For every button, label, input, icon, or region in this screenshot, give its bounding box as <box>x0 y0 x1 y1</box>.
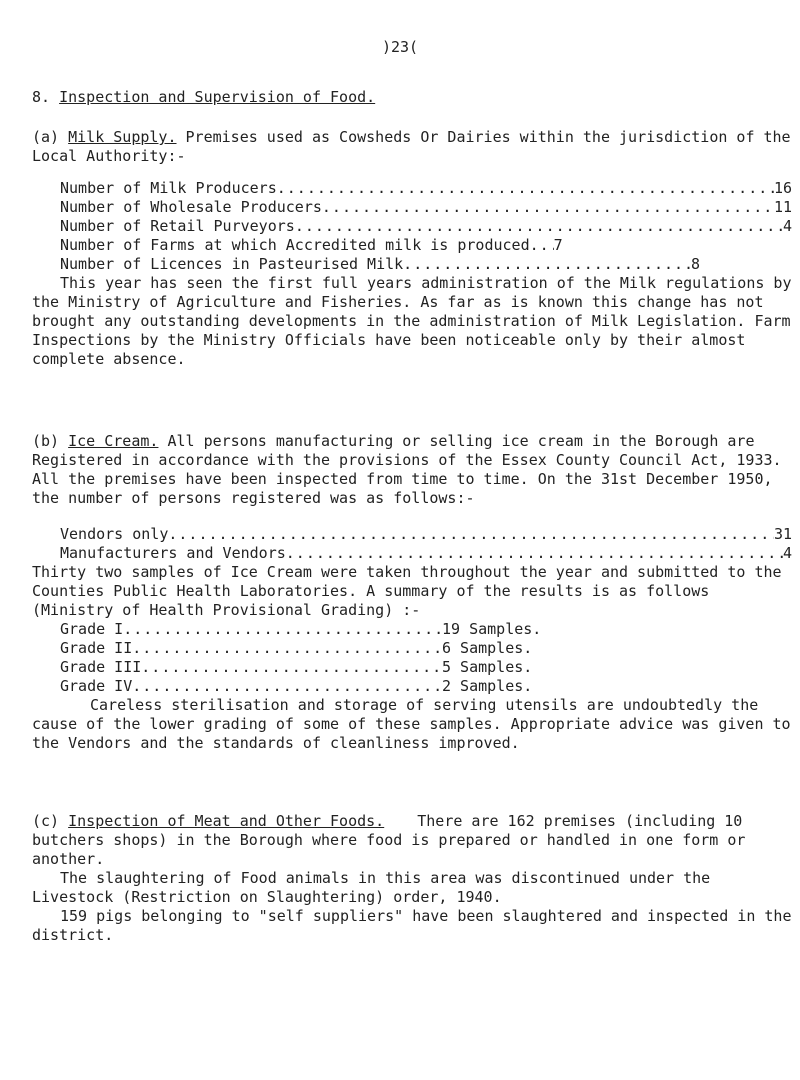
milk-heading: Milk Supply. <box>68 128 177 146</box>
leader-dots <box>132 677 442 696</box>
ice-cream-text: All persons manufacturing or selling ice cream in the Borough are Registered in accordance with the provisions of the Essex County Council Act, 1933. All the premises have been inspected from time to time. On the 31st December 1950, the number of persons registered was as follows:- <box>32 432 782 507</box>
grades-table <box>32 620 552 696</box>
section-title: Inspection and Supervision of Food. <box>59 88 376 106</box>
leader-dots <box>132 639 442 658</box>
samples-intro: Thirty two samples of Ice Cream were taken throughout the year and submitted to the Counties Public Health Laboratories. A summary of the results is as follows (Ministry of Health Provisional Grading) :- <box>32 563 782 619</box>
milk-row-label: Number of Wholesale Producers <box>60 198 322 216</box>
grade-row-label: Grade I <box>60 620 124 638</box>
milk-row-label: Number of Retail Purveyors <box>60 217 295 235</box>
registered-row <box>32 544 792 563</box>
milk-row-value: 7 <box>553 236 563 254</box>
leader-dots <box>141 658 442 677</box>
meat-text-2: The slaughtering of Food animals in this area was discontinued under the Livestock (Restriction on Slaughtering) order, 1940. <box>32 869 711 906</box>
milk-label: (a) <box>32 128 60 146</box>
milk-supply-section <box>32 128 792 369</box>
meat-text-1: There are 162 premises (including 10 butchers shops) in the Borough where food is prepared or handled in one form or another. <box>32 812 746 868</box>
section-heading <box>32 88 792 107</box>
milk-row-value: 8 <box>690 255 700 273</box>
ice-cream-section <box>32 432 792 753</box>
milk-row-label: Number of Licences in Pasteurised Milk <box>60 255 404 273</box>
milk-row <box>32 198 792 217</box>
grade-row <box>32 677 552 696</box>
ice-cream-heading: Ice Cream. <box>68 432 159 450</box>
leader-dots <box>168 525 774 544</box>
registered-table <box>32 525 792 563</box>
leader-dots <box>286 544 783 563</box>
grade-row <box>32 639 552 658</box>
leader-dots <box>277 179 774 198</box>
milk-row <box>32 217 792 236</box>
grade-row-label: Grade II <box>60 639 133 657</box>
milk-row-value: 4 <box>782 217 792 235</box>
grade-row-value: 2 Samples. <box>442 677 533 695</box>
leader-dots <box>530 236 554 255</box>
milk-intro: Premises used as Cowsheds Or Dairies within the jurisdiction of the Local Authority:- <box>32 128 791 165</box>
registered-row-value: 4 <box>782 544 792 562</box>
ice-cream-conclusion: Careless sterilisation and storage of serving utensils are undoubtedly the cause of the lower grading of some of these samples. Appropriate advice was given to the Vendors and the standards of cleanliness improved. <box>32 696 791 752</box>
registered-row-label: Manufacturers and Vendors <box>60 544 286 562</box>
registered-row-value: 31 <box>773 525 792 543</box>
grade-row-label: Grade IV <box>60 677 133 695</box>
leader-dots <box>403 255 691 274</box>
milk-row <box>32 236 792 255</box>
milk-row <box>32 179 792 198</box>
milk-intro-paragraph <box>32 128 792 166</box>
meat-label: (c) <box>32 812 60 830</box>
leader-dots <box>322 198 774 217</box>
milk-paragraph: This year has seen the first full years administration of the Milk regulations by the Ministry of Agriculture and Fisheries. As far as is known this change has not brought any outstanding developments in the administration of Milk Legislation. Farm Inspections by the Ministry Officials have been noticeable only by their almost complete absence. <box>32 274 792 368</box>
registered-row <box>32 525 792 544</box>
grade-row-value: 19 Samples. <box>442 620 542 638</box>
registered-row-label: Vendors only <box>60 525 169 543</box>
grade-row <box>32 620 552 639</box>
page-number: )23( <box>381 38 419 56</box>
milk-row <box>32 255 700 274</box>
meat-section <box>32 812 792 945</box>
ice-cream-paragraph <box>32 432 792 508</box>
leader-dots <box>295 217 783 236</box>
grade-row-value: 5 Samples. <box>442 658 533 676</box>
milk-row-value: 11 <box>773 198 792 216</box>
milk-row-label: Number of Milk Producers <box>60 179 277 197</box>
milk-row-label: Number of Farms at which Accredited milk is produced <box>60 236 530 254</box>
meat-text-3: 159 pigs belonging to "self suppliers" have been slaughtered and inspected in the district. <box>32 907 792 944</box>
grade-row <box>32 658 552 677</box>
section-number: 8. <box>32 88 51 106</box>
leader-dots <box>123 620 442 639</box>
milk-row-value: 16 <box>773 179 792 197</box>
grade-row-label: Grade III <box>60 658 142 676</box>
ice-cream-label: (b) <box>32 432 60 450</box>
meat-heading: Inspection of Meat and Other Foods. <box>68 812 385 830</box>
milk-table <box>32 179 792 274</box>
grade-row-value: 6 Samples. <box>442 639 533 657</box>
meat-paragraph <box>32 812 792 869</box>
